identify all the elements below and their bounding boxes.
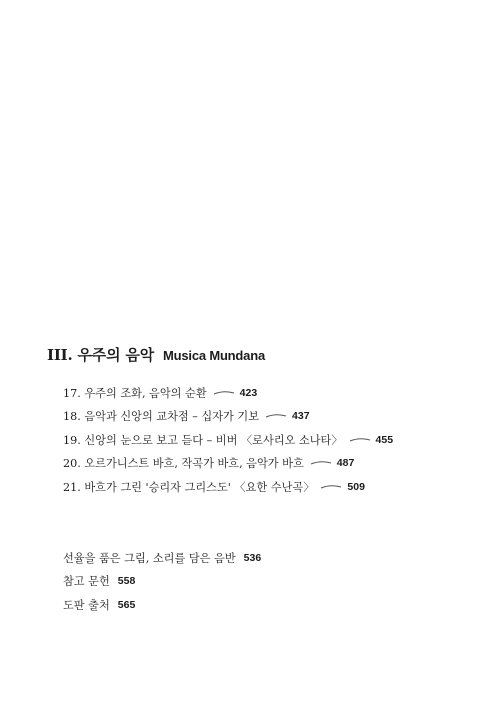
chapter-title: 17. 우주의 조화, 음악의 순환 <box>63 386 207 400</box>
backmatter-list <box>63 546 261 617</box>
backmatter-entry-album-guide[interactable] <box>63 546 261 570</box>
part-subtitle: Musica Mundana <box>163 348 265 363</box>
backmatter-title: 선율을 품은 그림, 소리를 담은 음반 <box>63 551 236 565</box>
page-number: 565 <box>117 598 136 611</box>
page-number: 487 <box>336 457 355 470</box>
part-numeral: III. <box>47 346 73 364</box>
chapter-title: 19. 신앙의 눈으로 보고 듣다 – 비버 〈로사리오 소나타〉 <box>63 433 343 447</box>
chapter-title: 18. 음악과 신앙의 교차점 – 십자가 기보 <box>63 410 260 424</box>
chapter-entry-19[interactable] <box>63 428 393 452</box>
page-number: 423 <box>239 386 258 399</box>
page-number: 455 <box>375 433 394 446</box>
backmatter-entry-references[interactable] <box>63 570 261 594</box>
page-number: 536 <box>243 551 262 564</box>
part-heading <box>47 344 265 365</box>
page-number: 509 <box>347 480 365 493</box>
page-number: 558 <box>117 575 136 588</box>
chapter-entry-18[interactable] <box>63 405 393 429</box>
chapter-title: 20. 오르가니스트 바흐, 작곡가 바흐, 음악가 바흐 <box>63 457 304 471</box>
swash-ornament-icon <box>213 389 235 397</box>
swash-ornament-icon <box>320 483 342 491</box>
chapter-entry-21[interactable] <box>63 475 393 499</box>
swash-ornament-icon <box>310 459 332 467</box>
backmatter-title: 참고 문헌 <box>63 575 110 589</box>
chapter-title: 21. 바흐가 그린 '승리자 그리스도' 〈요한 수난곡〉 <box>63 480 315 494</box>
chapter-entry-17[interactable] <box>63 381 393 405</box>
backmatter-title: 도판 출처 <box>63 598 110 612</box>
backmatter-entry-image-credits[interactable] <box>63 593 261 617</box>
page-number: 437 <box>292 410 310 423</box>
swash-ornament-icon <box>265 412 287 420</box>
chapter-entry-20[interactable] <box>63 452 393 476</box>
chapter-list <box>63 381 393 499</box>
part-title: 우주의 음악 <box>77 346 154 364</box>
swash-ornament-icon <box>349 436 371 444</box>
